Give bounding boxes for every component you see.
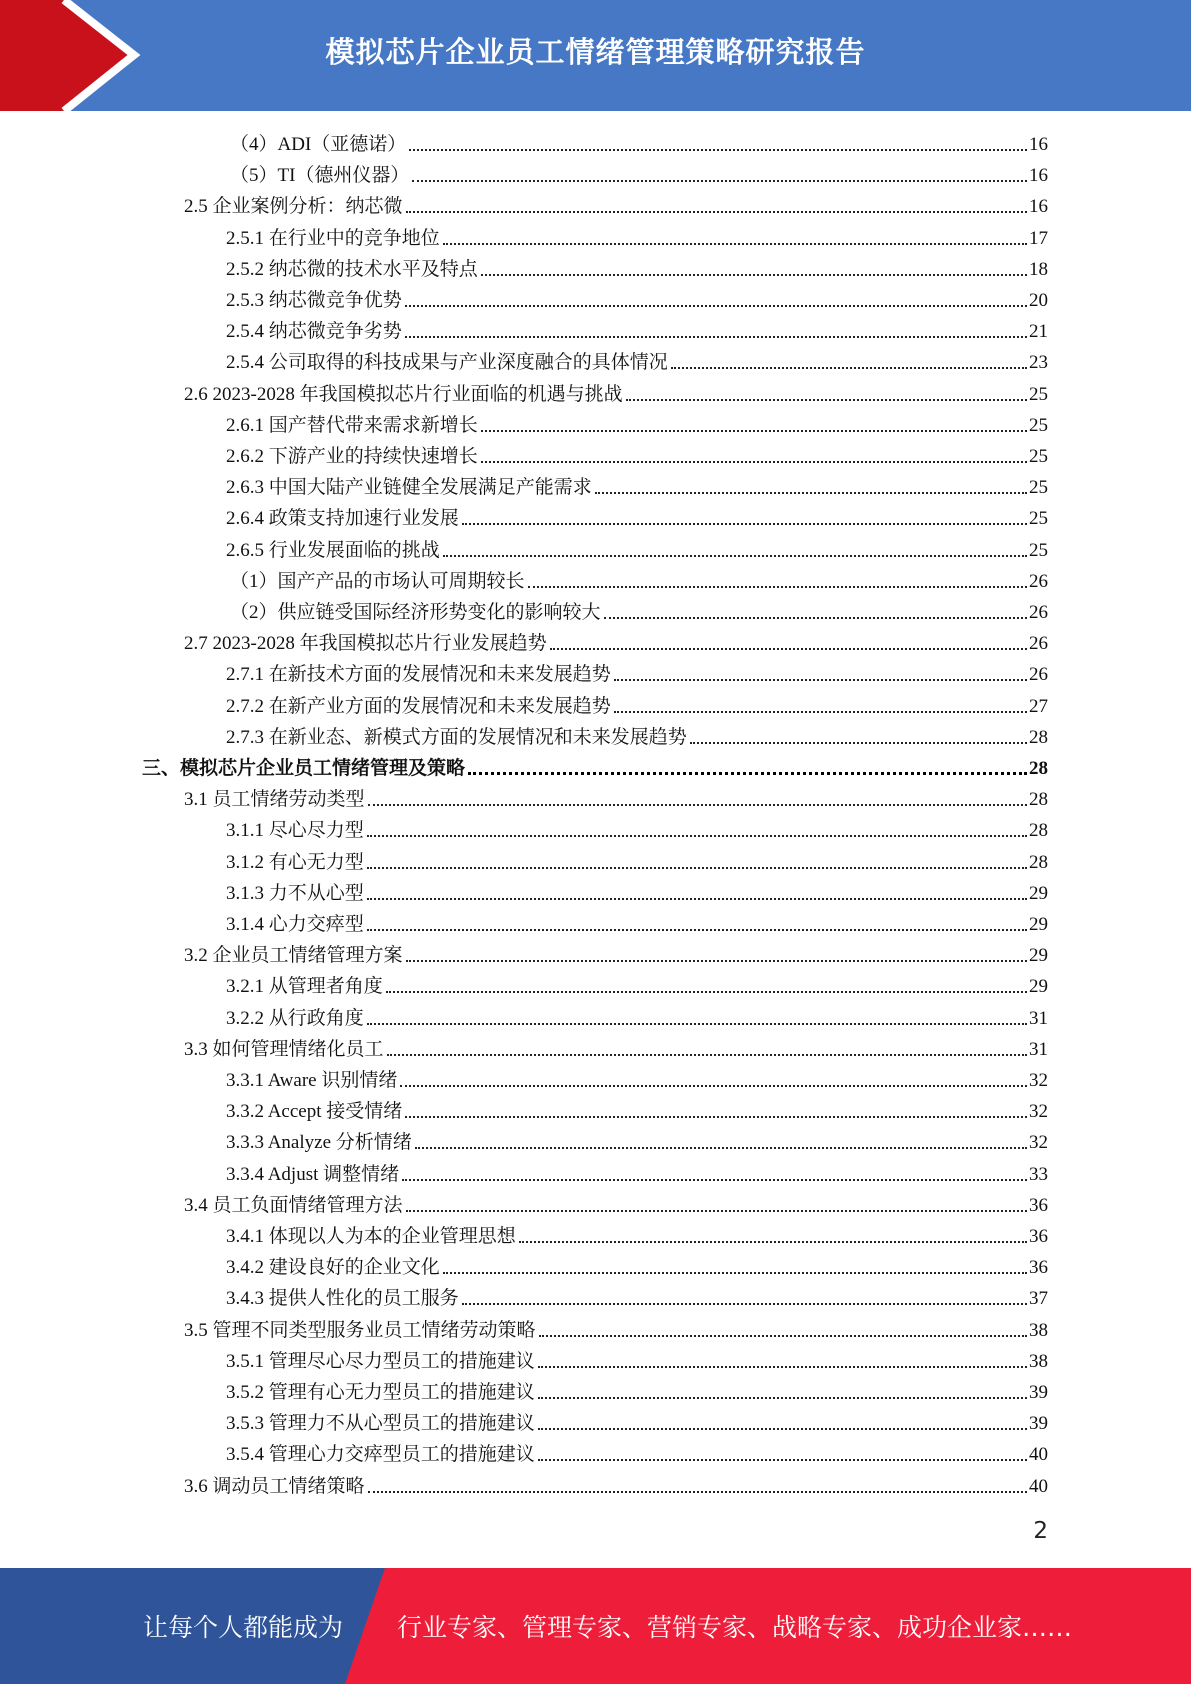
toc-entry-title: （1）国产产品的市场认可周期较长 <box>230 570 525 592</box>
toc-entry-title: 3.4 员工负面情绪管理方法 <box>184 1194 403 1216</box>
toc-dot-leader <box>405 305 1027 307</box>
toc-entry-page: 25 <box>1029 383 1048 405</box>
toc-dot-leader <box>595 492 1027 494</box>
toc-entry-page: 32 <box>1029 1070 1048 1091</box>
toc-dot-leader <box>406 1210 1027 1212</box>
toc-dot-leader <box>409 149 1027 151</box>
toc-dot-leader <box>604 617 1027 619</box>
toc-entry-title: 3.3.1 Aware 识别情绪 <box>226 1070 398 1091</box>
toc-dot-leader <box>412 180 1027 182</box>
toc-entry-title: 3.3.3 Analyze 分析情绪 <box>226 1132 412 1154</box>
toc-entry-page: 28 <box>1029 726 1048 748</box>
toc-dot-leader <box>443 555 1027 557</box>
toc-entry[interactable] <box>184 937 1048 967</box>
toc-dot-leader <box>406 211 1027 213</box>
toc-entry-title: 3.1.4 心力交瘁型 <box>226 914 364 935</box>
toc-dot-leader <box>402 1179 1027 1181</box>
toc-entry-title: 3.2.1 从管理者角度 <box>226 976 383 998</box>
toc-entry-title: 2.6.3 中国大陆产业链健全发展满足产能需求 <box>226 477 592 499</box>
toc-entry-title: 2.5.4 纳芯微竞争劣势 <box>226 321 402 343</box>
toc-entry-page: 32 <box>1029 1101 1048 1123</box>
toc-entry-page: 32 <box>1029 1132 1048 1154</box>
toc-dot-leader <box>386 991 1027 993</box>
toc-entry-title: （5）TI（德州仪器） <box>230 165 410 187</box>
page-header <box>0 0 1191 111</box>
toc-entry-title: 2.5.3 纳芯微竞争优势 <box>226 290 402 311</box>
toc-entry[interactable] <box>184 781 1048 811</box>
toc-dot-leader <box>367 867 1027 869</box>
toc-entry[interactable] <box>226 1374 1048 1404</box>
toc-dot-leader <box>405 336 1027 338</box>
toc-entry-title: 3.5.3 管理力不从心型员工的措施建议 <box>226 1413 535 1435</box>
toc-entry[interactable] <box>184 1031 1048 1061</box>
toc-entry-page: 33 <box>1029 1163 1048 1185</box>
toc-entry[interactable] <box>226 688 1048 718</box>
toc-dot-leader <box>626 399 1027 401</box>
toc-entry[interactable] <box>226 1436 1048 1466</box>
page-number: 2 <box>1033 1518 1048 1544</box>
toc-entry[interactable] <box>226 469 1048 499</box>
toc-dot-leader <box>415 1147 1027 1149</box>
toc-entry[interactable] <box>184 376 1048 406</box>
toc-entry[interactable] <box>226 1280 1048 1310</box>
toc-entry[interactable] <box>226 438 1048 468</box>
toc-dot-leader <box>367 835 1027 837</box>
page-footer <box>0 1568 1191 1684</box>
toc-entry[interactable] <box>226 656 1048 686</box>
toc-entry-title: 3.3.4 Adjust 调整情绪 <box>226 1163 400 1185</box>
toc-entry-page: 39 <box>1029 1382 1048 1403</box>
toc-entry-title: 2.6.4 政策支持加速行业发展 <box>226 508 459 530</box>
toc-entry-page: 16 <box>1029 196 1048 218</box>
toc-entry[interactable] <box>184 188 1048 218</box>
toc-dot-leader <box>468 772 1027 775</box>
toc-entry[interactable] <box>226 407 1048 437</box>
toc-dot-leader <box>405 1116 1027 1118</box>
toc-entry[interactable] <box>226 1156 1048 1186</box>
toc-entry-page: 26 <box>1029 664 1048 686</box>
toc-dot-leader <box>368 804 1027 806</box>
toc-entry-page: 26 <box>1029 633 1048 655</box>
toc-dot-leader <box>368 1491 1027 1493</box>
toc-entry-page: 20 <box>1029 290 1048 311</box>
toc-dot-leader <box>367 929 1027 931</box>
toc-entry[interactable] <box>226 812 1048 842</box>
toc-entry-title: 3.1 员工情绪劳动类型 <box>184 789 365 811</box>
toc-entry[interactable] <box>230 157 1048 187</box>
toc-dot-leader <box>387 1054 1027 1056</box>
toc-entry-title: 2.5.2 纳芯微的技术水平及特点 <box>226 258 478 280</box>
toc-entry[interactable] <box>230 126 1048 156</box>
toc-entry-title: 3.4.2 建设良好的企业文化 <box>226 1257 440 1279</box>
toc-entry-page: 31 <box>1029 1007 1048 1029</box>
toc-dot-leader <box>538 1459 1027 1461</box>
toc-entry-page: 26 <box>1029 602 1048 623</box>
toc-dot-leader <box>519 1241 1027 1243</box>
toc-entry-page: 25 <box>1029 414 1048 436</box>
toc-entry-title: 3.5 管理不同类型服务业员工情绪劳动策略 <box>184 1319 536 1341</box>
toc-entry-page: 40 <box>1029 1444 1048 1466</box>
toc-entry-page: 25 <box>1029 539 1048 561</box>
toc-dot-leader <box>481 461 1027 463</box>
toc-entry-title: 3.2 企业员工情绪管理方案 <box>184 945 403 967</box>
toc-entry-page: 29 <box>1029 882 1048 904</box>
toc-entry[interactable] <box>230 563 1048 593</box>
toc-entry-page: 25 <box>1029 508 1048 530</box>
toc-entry[interactable] <box>226 1124 1048 1154</box>
toc-entry-page: 17 <box>1029 227 1048 249</box>
toc-entry[interactable] <box>226 1093 1048 1123</box>
toc-entry-page: 25 <box>1029 477 1048 499</box>
toc-entry[interactable] <box>226 968 1048 998</box>
toc-entry[interactable] <box>226 344 1048 374</box>
toc-entry[interactable] <box>226 1405 1048 1435</box>
toc-entry-page: 36 <box>1029 1226 1048 1247</box>
toc-entry-page: 28 <box>1029 820 1048 842</box>
toc-entry-page: 25 <box>1029 446 1048 467</box>
toc-entry-page: 31 <box>1029 1038 1048 1060</box>
footer-slogan-left: 让每个人都能成为 <box>143 1613 344 1642</box>
toc-entry[interactable] <box>226 875 1048 905</box>
toc-entry[interactable] <box>226 313 1048 343</box>
toc-dot-leader <box>443 243 1027 245</box>
toc-entry[interactable] <box>184 1468 1048 1498</box>
toc-entry-page: 36 <box>1029 1257 1048 1279</box>
toc-entry-title: 2.7.2 在新产业方面的发展情况和未来发展趋势 <box>226 695 611 717</box>
toc-entry-page: 18 <box>1029 258 1048 280</box>
toc-dot-leader <box>481 274 1027 276</box>
toc-entry[interactable] <box>230 594 1048 624</box>
toc-dot-leader <box>406 960 1027 962</box>
toc-entry-title: 3.1.2 有心无力型 <box>226 851 364 873</box>
toc-entry-page: 23 <box>1029 352 1048 374</box>
toc-entry[interactable] <box>226 1343 1048 1373</box>
toc-entry-title: 3.4.3 提供人性化的员工服务 <box>226 1288 459 1310</box>
toc-entry-page: 29 <box>1029 945 1048 967</box>
toc-entry-title: 2.5.4 公司取得的科技成果与产业深度融合的具体情况 <box>226 352 668 374</box>
toc-entry-title: （2）供应链受国际经济形势变化的影响较大 <box>230 602 601 623</box>
toc-entry-title: 3.4.1 体现以人为本的企业管理思想 <box>226 1226 516 1247</box>
toc-entry-title: 3.6 调动员工情绪策略 <box>184 1475 365 1497</box>
toc-entry-title: 2.6.5 行业发展面临的挑战 <box>226 539 440 561</box>
toc-entry[interactable] <box>226 500 1048 530</box>
toc-entry[interactable] <box>226 282 1048 312</box>
footer-slogan-right: 行业专家、管理专家、营销专家、战略专家、成功企业家…… <box>397 1613 1073 1642</box>
toc-entry-page: 27 <box>1029 695 1048 717</box>
toc-entry[interactable] <box>226 251 1048 281</box>
toc-entry-page: 37 <box>1029 1288 1048 1310</box>
toc-entry-title: 2.5.1 在行业中的竞争地位 <box>226 227 440 249</box>
toc-dot-leader <box>538 1366 1027 1368</box>
toc-entry-title: 三、模拟芯片企业员工情绪管理及策略 <box>142 758 466 779</box>
toc-entry-page: 38 <box>1029 1350 1048 1372</box>
toc-entry[interactable] <box>226 1000 1048 1030</box>
toc-dot-leader <box>367 898 1027 900</box>
toc-dot-leader <box>538 1397 1027 1399</box>
toc-dot-leader <box>690 742 1027 744</box>
toc-dot-leader <box>462 1303 1027 1305</box>
toc-entry-title: 3.3 如何管理情绪化员工 <box>184 1038 384 1060</box>
toc-entry-page: 39 <box>1029 1413 1048 1435</box>
toc-entry-page: 36 <box>1029 1194 1048 1216</box>
toc-dot-leader <box>671 367 1027 369</box>
toc-dot-leader <box>462 523 1027 525</box>
toc-entry-title: 3.3.2 Accept 接受情绪 <box>226 1101 403 1123</box>
toc-entry[interactable] <box>226 719 1048 749</box>
toc-entry-page: 29 <box>1029 976 1048 998</box>
toc-entry-title: 2.5 企业案例分析：纳芯微 <box>184 196 403 218</box>
toc-entry-title: 2.7.1 在新技术方面的发展情况和未来发展趋势 <box>226 664 611 686</box>
toc-entry-title: 3.1.1 尽心尽力型 <box>226 820 364 842</box>
toc-dot-leader <box>443 1272 1027 1274</box>
toc-entry-page: 28 <box>1029 758 1048 779</box>
toc-entry-page: 26 <box>1029 570 1048 592</box>
toc-entry[interactable] <box>226 1218 1048 1248</box>
toc-dot-leader <box>481 430 1027 432</box>
toc-entry-title: （4）ADI（亚德诺） <box>230 134 407 155</box>
toc-dot-leader <box>528 586 1027 588</box>
toc-dot-leader <box>538 1428 1027 1430</box>
toc-dot-leader <box>614 711 1027 713</box>
toc-dot-leader <box>539 1335 1027 1337</box>
toc-entry-title: 2.7 2023-2028 年我国模拟芯片行业发展趋势 <box>184 633 547 655</box>
toc-entry-title: 3.2.2 从行政角度 <box>226 1007 364 1029</box>
toc-entry-page: 21 <box>1029 321 1048 343</box>
toc-entry-page: 28 <box>1029 789 1048 811</box>
toc-entry[interactable] <box>226 220 1048 250</box>
toc-entry-title: 2.6 2023-2028 年我国模拟芯片行业面临的机遇与挑战 <box>184 383 623 405</box>
toc-dot-leader <box>614 679 1027 681</box>
toc-entry-title: 3.1.3 力不从心型 <box>226 882 364 904</box>
toc-entry-title: 2.7.3 在新业态、新模式方面的发展情况和未来发展趋势 <box>226 726 687 748</box>
toc-entry[interactable] <box>226 1062 1048 1092</box>
toc-entry-title: 3.5.1 管理尽心尽力型员工的措施建议 <box>226 1350 535 1372</box>
toc-entry-title: 2.6.1 国产替代带来需求新增长 <box>226 414 478 436</box>
toc-entry-page: 16 <box>1029 165 1048 187</box>
toc-entry-page: 16 <box>1029 134 1048 155</box>
toc-entry-title: 2.6.2 下游产业的持续快速增长 <box>226 446 478 467</box>
toc-entry-page: 28 <box>1029 851 1048 873</box>
toc-entry-page: 38 <box>1029 1319 1048 1341</box>
toc-entry[interactable] <box>184 1187 1048 1217</box>
report-title: 模拟芯片企业员工情绪管理策略研究报告 <box>325 34 866 69</box>
toc-entry[interactable] <box>184 625 1048 655</box>
toc-dot-leader <box>550 648 1027 650</box>
toc-entry-title: 3.5.2 管理有心无力型员工的措施建议 <box>226 1382 535 1403</box>
toc-entry-page: 29 <box>1029 914 1048 935</box>
toc-entry[interactable] <box>226 906 1048 936</box>
toc-dot-leader <box>400 1085 1027 1087</box>
toc-dot-leader <box>367 1023 1027 1025</box>
toc-entry[interactable] <box>226 532 1048 562</box>
toc-entry[interactable] <box>184 1312 1048 1342</box>
toc-entry-page: 40 <box>1029 1475 1048 1497</box>
toc-entry[interactable] <box>142 750 1048 780</box>
toc-entry-title: 3.5.4 管理心力交瘁型员工的措施建议 <box>226 1444 535 1466</box>
toc-entry[interactable] <box>226 1249 1048 1279</box>
toc-entry[interactable] <box>226 844 1048 874</box>
